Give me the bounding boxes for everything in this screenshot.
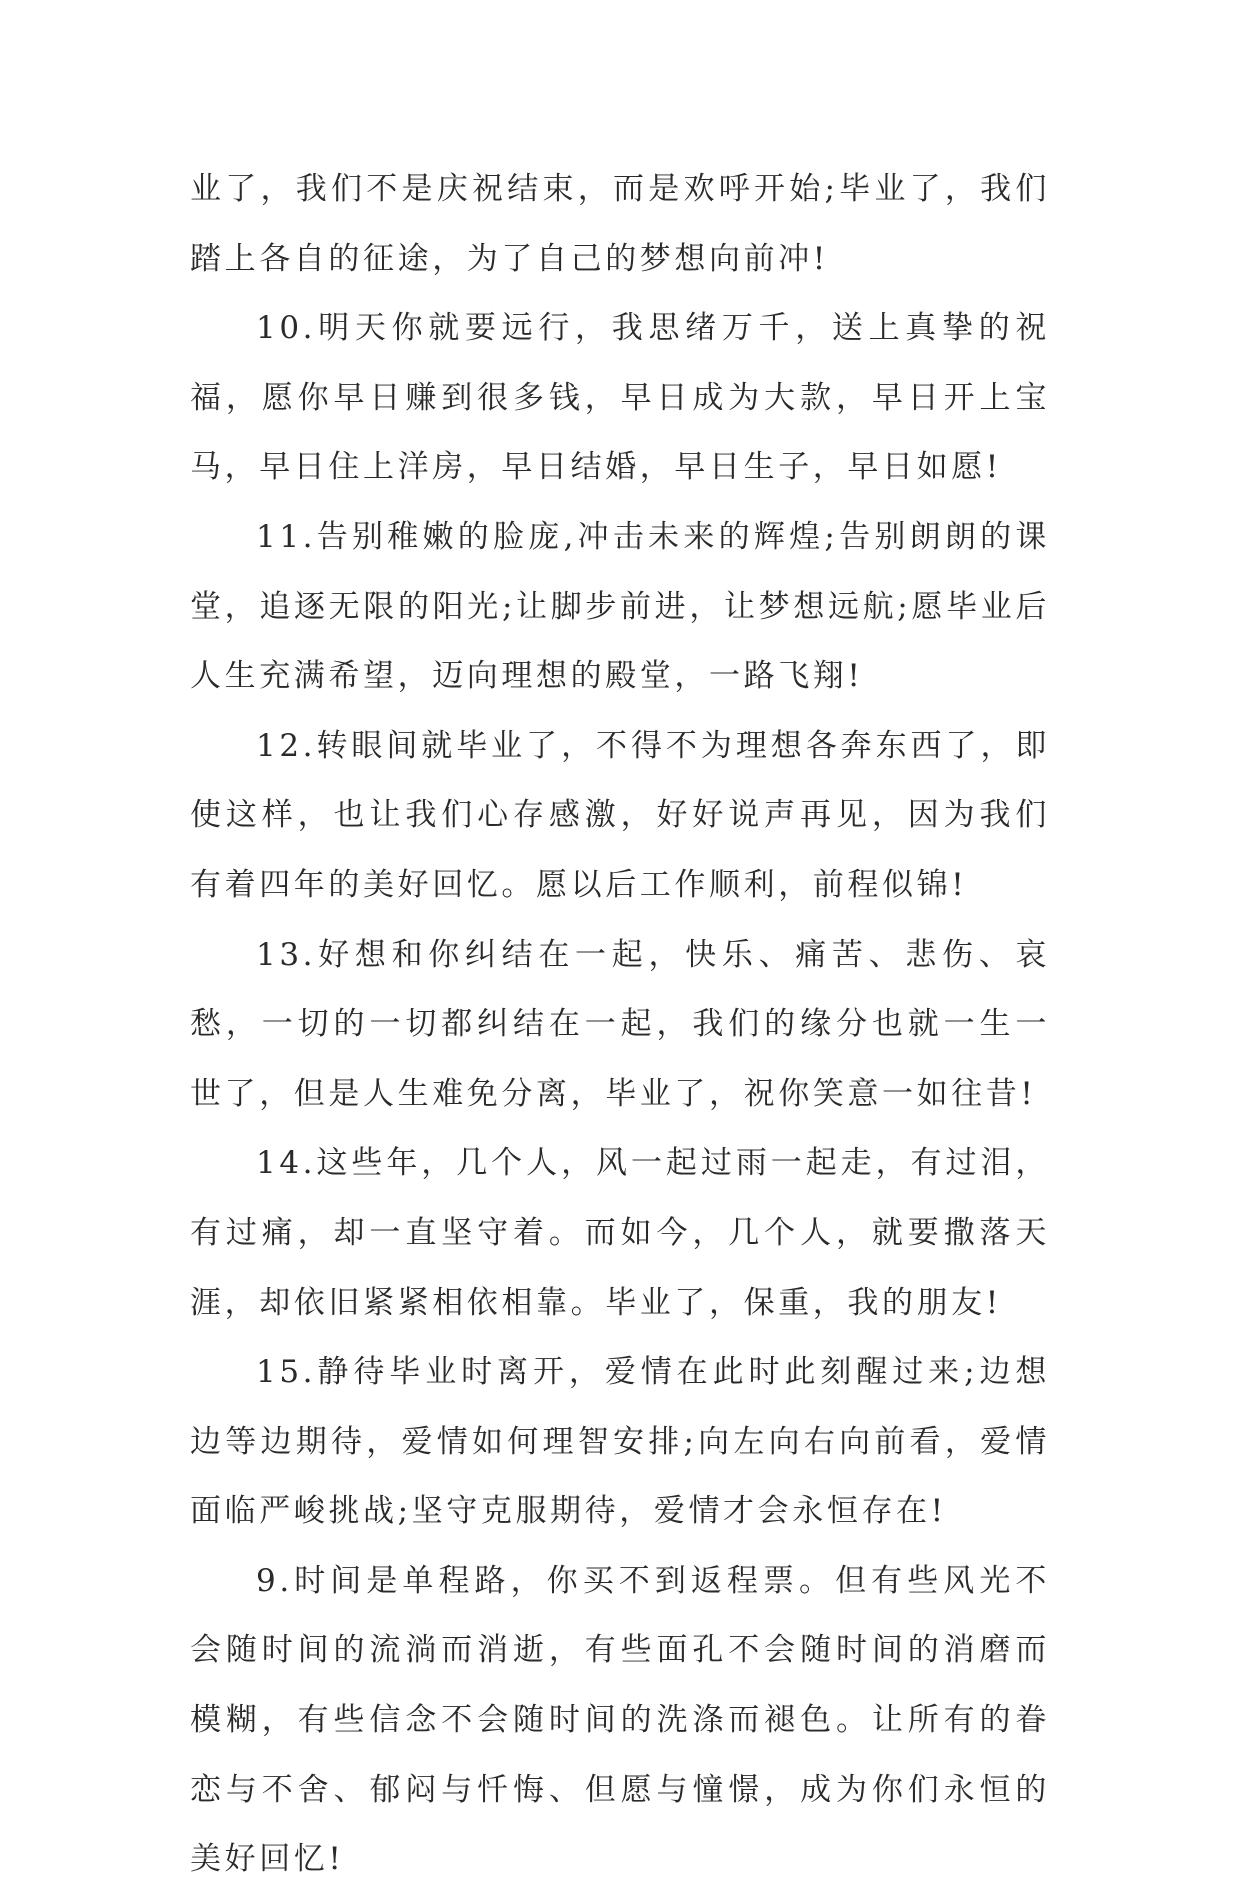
paragraph-13: 13.好想和你纠结在一起，快乐、痛苦、悲伤、哀愁，一切的一切都纠结在一起，我们的缘分也就一生一世了，但是人生难免分离，毕业了，祝你笑意一如往昔! (190, 936, 1050, 1112)
paragraph-15: 15.静待毕业时离开，爱情在此时此刻醒过来;边想边等边期待，爱情如何理智安排;向左向右向前看，爱情面临严峻挑战;坚守克服期待，爱情才会永恒存在! (190, 1354, 1050, 1530)
paragraph-9: 9.时间是单程路，你买不到返程票。但有些风光不会随时间的流淌而消逝，有些面孔不会随时间的消磨而模糊，有些信念不会随时间的洗涤而褪色。让所有的眷恋与不舍、郁闷与忏悔、但愿与憧憬，成为你们永恒的美好回忆! (190, 1562, 1050, 1878)
paragraph-14: 14.这些年，几个人，风一起过雨一起走，有过泪，有过痛，却一直坚守着。而如今，几个人，就要撒落天涯，却依旧紧紧相依相靠。毕业了，保重，我的朋友! (190, 1145, 1050, 1321)
paragraph-continuation: 业了，我们不是庆祝结束，而是欢呼开始;毕业了，我们踏上各自的征途，为了自己的梦想向前冲! (190, 171, 1050, 277)
paragraph-11: 11.告别稚嫩的脸庞,冲击未来的辉煌;告别朗朗的课堂，追逐无限的阳光;让脚步前进，让梦想远航;愿毕业后人生充满希望，迈向理想的殿堂，一路飞翔! (190, 518, 1050, 695)
paragraph-12: 12.转眼间就毕业了，不得不为理想各奔东西了，即使这样，也让我们心存感激，好好说声再见，因为我们有着四年的美好回忆。愿以后工作顺利，前程似锦! (190, 727, 1050, 903)
document-body (190, 155, 1050, 1895)
paragraph-10: 10.明天你就要远行，我思绪万千，送上真挚的祝福，愿你早日赚到很多钱，早日成为大款，早日开上宝马，早日住上洋房，早日结婚，早日生子，早日如愿! (190, 310, 1050, 486)
